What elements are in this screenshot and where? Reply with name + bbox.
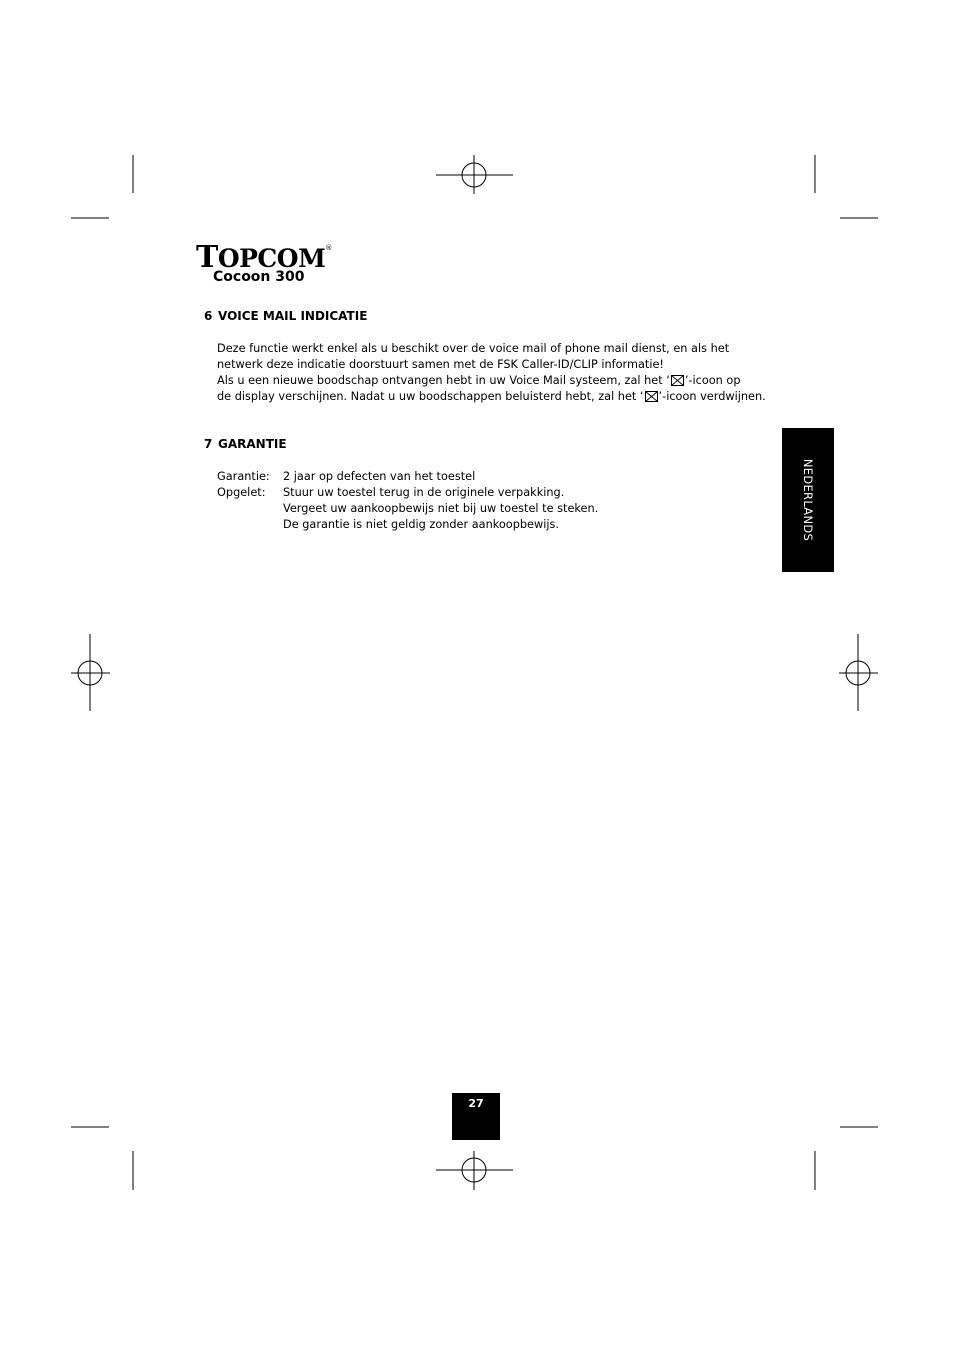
envelope-icon	[671, 375, 684, 386]
section-heading-garantie	[204, 437, 287, 451]
voice-mail-paragraph	[217, 341, 777, 405]
notice-text	[283, 485, 598, 533]
line-text: Als u een nieuwe boodschap ontvangen hebt in uw Voice Mail systeem, zal het ‘	[217, 374, 670, 387]
notice-line: Stuur uw toestel terug in de originele verpakking.	[283, 486, 565, 499]
notice-row	[217, 485, 717, 533]
brand-initial: T	[196, 240, 218, 275]
paragraph-line	[217, 373, 777, 389]
warranty-text: 2 jaar op defecten van het toestel	[283, 470, 476, 483]
line-text: de display verschijnen. Nadat u uw boodschappen beluisterd hebt, zal het ‘	[217, 390, 644, 403]
notice-line: De garantie is niet geldig zonder aankoopbewijs.	[283, 518, 559, 531]
language-tab-label: NEDERLANDS	[801, 458, 815, 542]
warranty-row	[217, 469, 717, 485]
paragraph-line: Deze functie werkt enkel als u beschikt over de voice mail of phone mail dienst, en als het	[217, 342, 730, 355]
page-number: 27	[452, 1093, 500, 1140]
section-heading-voice-mail	[204, 309, 367, 323]
paragraph-line	[217, 389, 777, 405]
line-text: ’-icoon op	[684, 374, 741, 387]
section-number: 7	[204, 437, 213, 451]
brand-name: OPCOM	[217, 244, 326, 273]
section-title: GARANTIE	[218, 437, 287, 451]
registered-mark: ®	[325, 244, 333, 252]
language-tab	[782, 428, 834, 572]
section-title: VOICE MAIL INDICATIE	[218, 309, 368, 323]
notice-label: Opgelet:	[217, 486, 266, 499]
warranty-label: Garantie:	[217, 470, 270, 483]
paragraph-line: netwerk deze indicatie doorstuurt samen met de FSK Caller-ID/CLIP informatie!	[217, 358, 664, 371]
envelope-icon	[645, 391, 658, 402]
section-number: 6	[204, 309, 213, 323]
registration-marks	[71, 155, 878, 1190]
notice-line: Vergeet uw aankoopbewijs niet bij uw toestel te steken.	[283, 502, 599, 515]
line-text: ’-icoon verdwijnen.	[658, 390, 766, 403]
model-name: Cocoon 300	[213, 269, 305, 285]
